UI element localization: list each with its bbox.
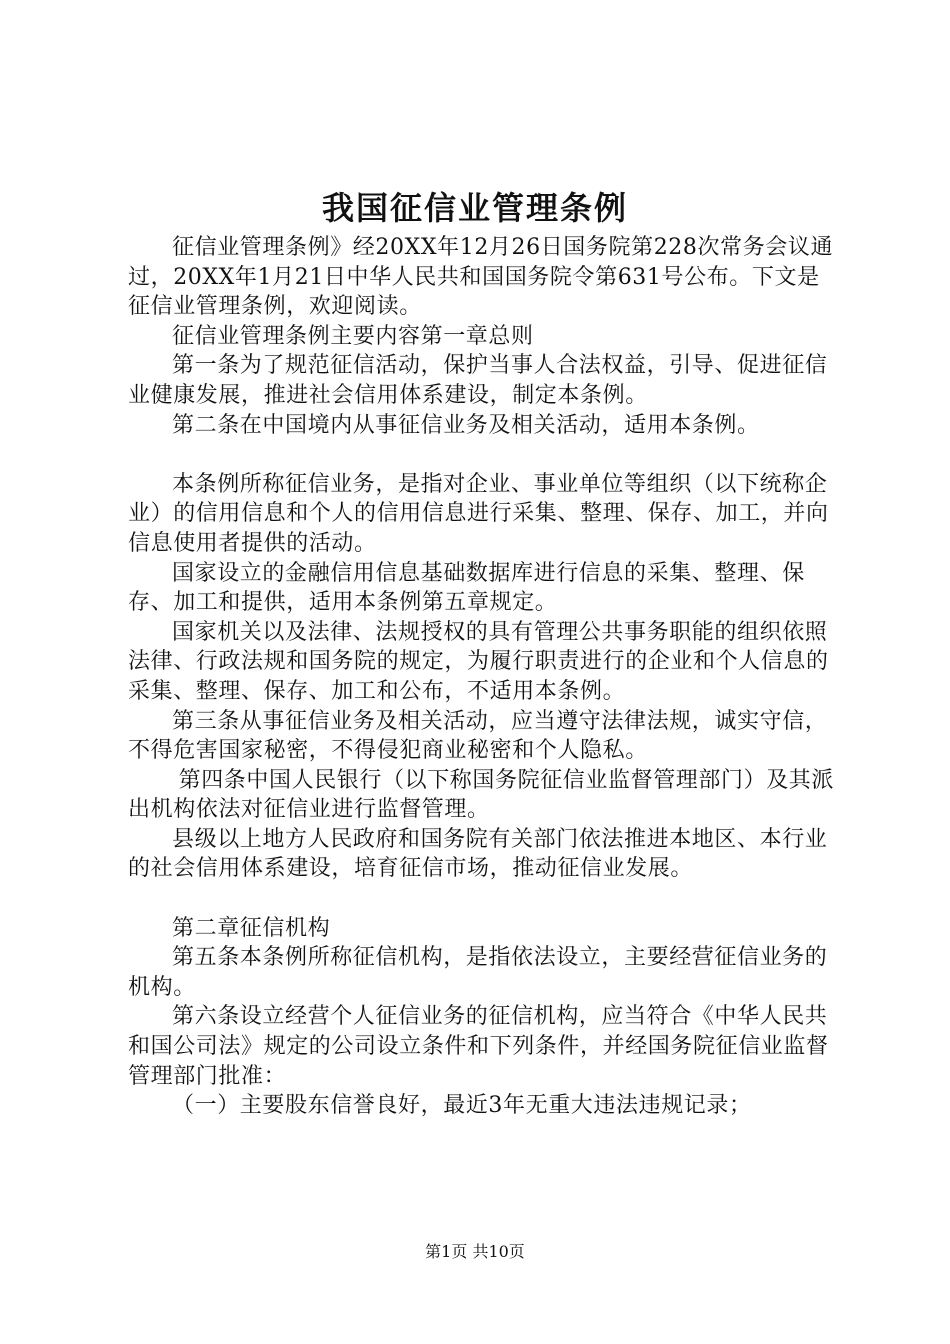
- paragraph-article-5: 第五条本条例所称征信机构，是指依法设立，主要经营征信业务的机构。: [128, 945, 828, 1000]
- page-number-footer: 第1页 共10页: [425, 1242, 525, 1261]
- paragraph-chapter-2-heading: 第二章征信机构: [172, 915, 331, 941]
- paragraph-article-4-local: 县级以上地方人民政府和国务院有关部门依法推进本地区、本行业的社会信用体系建设，培育征信市场，推动征信业发展。: [128, 826, 828, 882]
- paragraph-article-3: 第三条从事征信业务及相关活动，应当遵守法律法规，诚实守信，不得危害国家秘密，不得侵犯商业秘密和个人隐私。: [128, 708, 828, 764]
- paragraph-article-2-exception: 国家机关以及法律、法规授权的具有管理公共事务职能的组织依照法律、行政法规和国务院的规定，为履行职责进行的企业和个人信息的采集、整理、保存、加工和公布，不适用本条例。: [128, 619, 829, 704]
- paragraph-article-2: 第二条在中国境内从事征信业务及相关活动，适用本条例。: [172, 412, 760, 438]
- paragraph-article-6-item-1: （一）主要股东信誉良好，最近3年无重大违法违规记录；: [172, 1093, 752, 1119]
- paragraph-chapter-1-heading: 征信业管理条例主要内容第一章总则: [172, 323, 534, 349]
- paragraph-article-4: 第四条中国人民银行（以下称国务院征信业监督管理部门）及其派出机构依法对征信业进行监督管理。: [128, 767, 834, 823]
- paragraph-article-2-definition: 本条例所称征信业务，是指对企业、事业单位等组织（以下统称企业）的信用信息和个人的信用信息进行采集、整理、保存、加工，并向信息使用者提供的活动。: [128, 471, 829, 556]
- paragraph-article-6: 第六条设立经营个人征信业务的征信机构，应当符合《中华人民共和国公司法》规定的公司设立条件和下列条件，并经国务院征信业监督管理部门批准：: [128, 1004, 829, 1089]
- paragraph-article-1: 第一条为了规范征信活动，保护当事人合法权益，引导、促进征信业健康发展，推进社会信用体系建设，制定本条例。: [128, 353, 828, 408]
- document-title: 我国征信业管理条例: [321, 189, 628, 227]
- paragraph-intro: 征信业管理条例》经20XX年12月26日国务院第228次常务会议通过，20XX年1月21日中华人民共和国国务院令第631号公布。下文是征信业管理条例，欢迎阅读。: [128, 235, 834, 320]
- paragraph-article-2-database: 国家设立的金融信用信息基础数据库进行信息的采集、整理、保存、加工和提供，适用本条例第五章规定。: [128, 560, 805, 616]
- document-body: [128, 233, 838, 1121]
